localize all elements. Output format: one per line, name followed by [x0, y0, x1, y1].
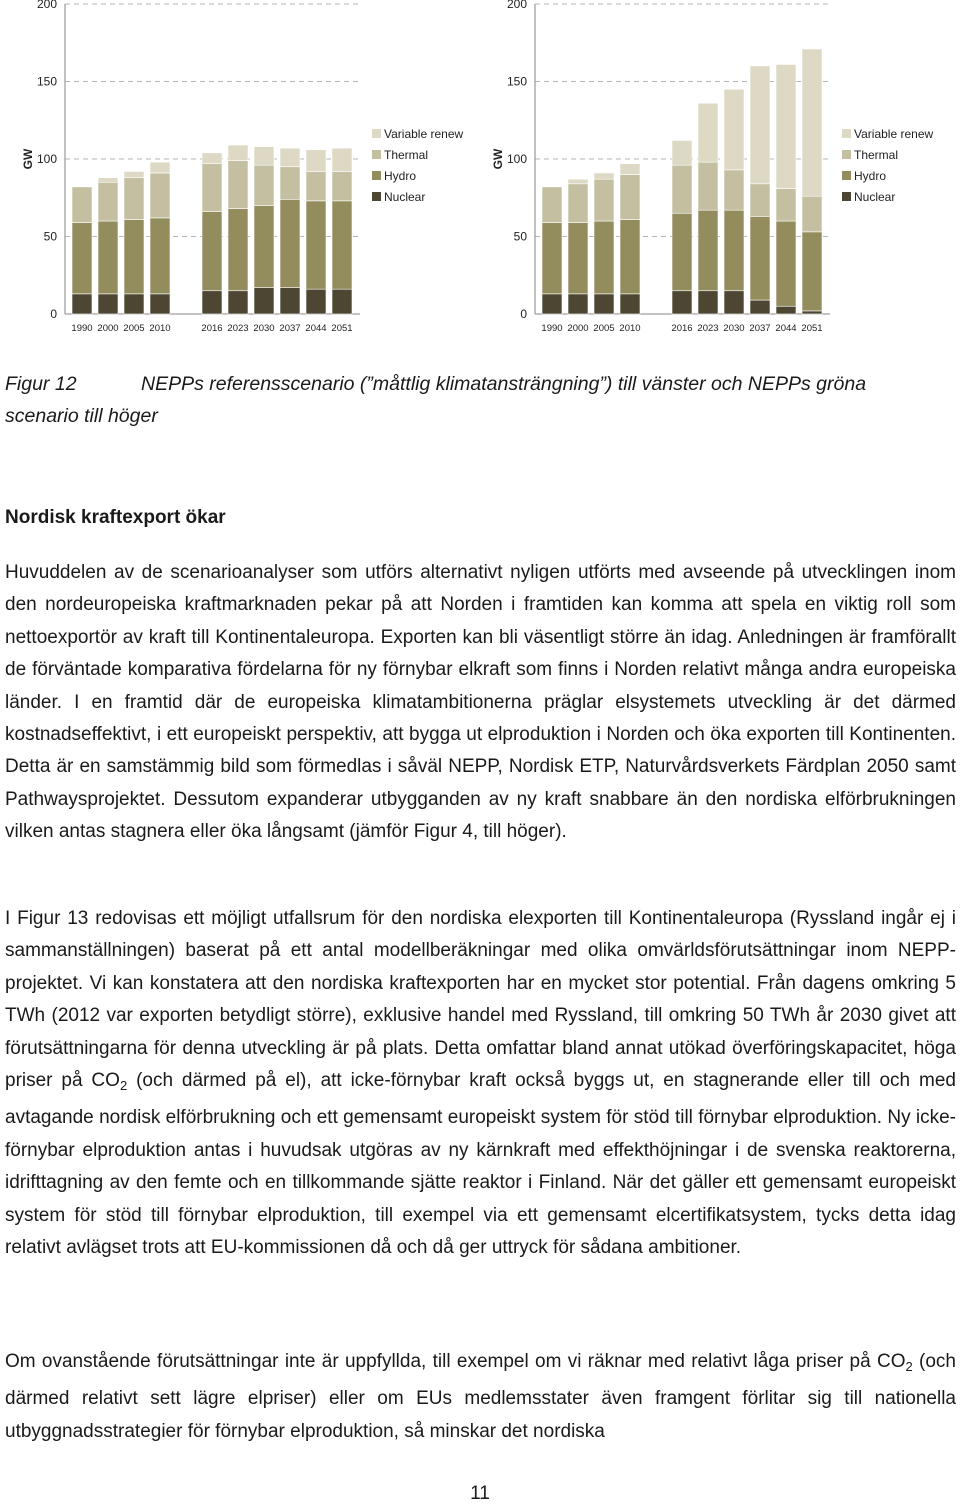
x-tick-label: 2016 — [201, 323, 223, 334]
x-tick-label: 2010 — [619, 323, 641, 334]
section-heading: Nordisk kraftexport ökar — [5, 507, 226, 528]
bar-hydro-2051 — [802, 232, 822, 311]
x-tick-label: 2000 — [97, 323, 119, 334]
x-tick-label: 2051 — [331, 323, 353, 334]
bar-hydro-2010 — [620, 219, 640, 293]
bar-hydro-2000 — [98, 221, 118, 294]
bar-variable-renew-2030 — [724, 89, 744, 170]
bar-thermal-2016 — [202, 164, 222, 212]
bar-variable-renew-2030 — [254, 147, 274, 166]
bar-variable-renew-2000 — [98, 178, 118, 183]
bar-variable-renew-2000 — [568, 179, 588, 184]
bar-thermal-2051 — [332, 171, 352, 200]
bar-hydro-2005 — [594, 221, 614, 294]
bar-thermal-2051 — [802, 196, 822, 232]
reference-scenario-chart — [0, 0, 480, 340]
legend-label: Thermal — [854, 148, 899, 162]
y-tick-label: 100 — [506, 152, 527, 166]
legend-label: Variable renew — [854, 127, 934, 141]
figure-caption — [5, 368, 955, 432]
x-tick-label: 2010 — [149, 323, 171, 334]
bar-variable-renew-2037 — [280, 148, 300, 167]
x-tick-label: 2005 — [123, 323, 145, 334]
figure-caption-line2: scenario till höger — [5, 405, 158, 427]
bar-hydro-2010 — [150, 218, 170, 294]
bar-nuclear-2023 — [228, 291, 248, 314]
x-tick-label: 2051 — [801, 323, 823, 334]
bar-nuclear-2000 — [98, 294, 118, 314]
bar-thermal-2037 — [280, 167, 300, 200]
x-tick-label: 2000 — [567, 323, 589, 334]
legend-label: Nuclear — [384, 190, 426, 204]
bar-hydro-2030 — [724, 210, 744, 291]
bar-hydro-2016 — [672, 213, 692, 291]
bar-hydro-2000 — [568, 223, 588, 294]
bar-hydro-2037 — [280, 199, 300, 287]
paragraph-conditions — [5, 1346, 956, 1448]
x-tick-label: 2044 — [305, 323, 327, 334]
legend-label: Variable renew — [384, 127, 464, 141]
y-tick-label: 150 — [36, 74, 57, 89]
legend-swatch — [842, 171, 851, 180]
bar-hydro-2051 — [332, 201, 352, 289]
paragraph3-part2: (och därmed relativt sett lägre elpriser) eller om EUs medlemsstater även framgent förlitar sig till nationella utbyggnadsstrategier för förnybar elproduktion, så minskar det nordiska — [5, 1351, 956, 1442]
figure-caption-line1: NEPPs referensscenario (”måttlig klimatansträngning”) till vänster och NEPPs gröna — [141, 373, 867, 395]
bar-thermal-2023 — [698, 162, 718, 210]
bar-variable-renew-2044 — [776, 64, 796, 188]
bar-nuclear-1990 — [542, 294, 562, 314]
legend-swatch — [372, 150, 381, 159]
bar-hydro-1990 — [72, 223, 92, 294]
bar-variable-renew-2037 — [750, 66, 770, 184]
bar-nuclear-2023 — [698, 291, 718, 314]
bar-nuclear-2051 — [332, 289, 352, 314]
bar-nuclear-2030 — [254, 288, 274, 314]
bar-nuclear-2044 — [306, 289, 326, 314]
legend-swatch — [842, 150, 851, 159]
bar-thermal-2000 — [568, 184, 588, 223]
x-tick-label: 2037 — [279, 323, 301, 334]
bar-thermal-2005 — [124, 178, 144, 220]
x-tick-label: 2037 — [749, 323, 771, 334]
bar-thermal-2023 — [228, 161, 248, 209]
bar-hydro-2044 — [306, 201, 326, 289]
bar-thermal-2037 — [750, 184, 770, 217]
x-tick-label: 2016 — [671, 323, 693, 334]
bar-thermal-1990 — [542, 187, 562, 223]
x-tick-label: 1990 — [71, 323, 93, 334]
legend-label: Hydro — [854, 169, 887, 183]
bar-hydro-2044 — [776, 221, 796, 306]
paragraph2-part2: (och därmed på el), att icke-förnybar kraft också byggs ut, en stagnerande eller till och med avtagande nordisk elförbrukning och ett gemensamt europeiskt system för stöd till förnybar elproduktion. Ny icke-förnybar elproduktion antas i huvudsak utgöras av ny kärnkraft med effekthöjningar i de svenska reaktorerna, idrifttagning av den femte och en tillkommande sjätte reaktor i Finland. När det gäller ett gemensamt europeiskt system för stöd till förnybar elproduktion, till exempel via ett gemensamt elcertifikatsystem, tycks detta idag relativt avlägset trots att EU-kommissionen då och då ger uttryck för sådana ambitioner. — [5, 1070, 956, 1259]
bar-thermal-2010 — [150, 173, 170, 218]
legend-swatch — [372, 192, 381, 201]
bar-nuclear-2044 — [776, 306, 796, 314]
bar-nuclear-2016 — [202, 291, 222, 314]
bar-hydro-2016 — [202, 212, 222, 291]
x-tick-label: 2044 — [775, 323, 797, 334]
bar-thermal-2000 — [98, 182, 118, 221]
bar-variable-renew-2005 — [594, 173, 614, 179]
legend-swatch — [842, 129, 851, 138]
paragraph2-part1: I Figur 13 redovisas ett möjligt utfallsrum för den nordiska elexporten till Kontinentaleuropa (Ryssland ingår ej i sammanställningen) baserat på ett antal modellberäkningar med olika omvärldsförutsättningar inom NEPP-projektet. Vi kan konstatera att den nordiska kraftexporten har en mycket stor potential. Från dagens omkring 5 TWh (2012 var exporten betydligt större), exklusive handel med Ryssland, till omkring 50 TWh år 2030 givet att förutsättningarna för denna utveckling är på plats. Detta omfattar bland annat utökad överföringskapacitet, höga priser på CO — [5, 908, 956, 1092]
bar-variable-renew-2016 — [672, 140, 692, 165]
bar-hydro-2023 — [698, 210, 718, 291]
bar-thermal-2030 — [724, 170, 744, 210]
bar-variable-renew-2051 — [332, 148, 352, 171]
y-tick-label: 200 — [506, 0, 527, 11]
bar-variable-renew-2016 — [202, 153, 222, 164]
bar-nuclear-2051 — [802, 311, 822, 314]
x-tick-label: 2023 — [697, 323, 719, 334]
y-axis-title: GW — [491, 148, 505, 170]
bar-nuclear-2010 — [150, 294, 170, 314]
bar-nuclear-1990 — [72, 294, 92, 314]
bar-variable-renew-2051 — [802, 49, 822, 196]
y-axis-title: GW — [21, 148, 35, 170]
bar-variable-renew-2005 — [124, 171, 144, 177]
y-tick-label: 50 — [513, 229, 527, 244]
y-tick-label: 200 — [36, 0, 57, 11]
green-scenario-chart — [470, 0, 960, 340]
y-tick-label: 150 — [506, 74, 527, 89]
bar-hydro-2030 — [254, 206, 274, 288]
legend-label: Hydro — [384, 169, 417, 183]
bar-nuclear-2037 — [750, 300, 770, 314]
y-tick-label: 0 — [520, 307, 527, 321]
co2-subscript: 2 — [119, 1078, 128, 1094]
bar-nuclear-2030 — [724, 291, 744, 314]
bar-nuclear-2016 — [672, 291, 692, 314]
bar-variable-renew-2010 — [150, 162, 170, 173]
legend-swatch — [372, 171, 381, 180]
x-tick-label: 1990 — [541, 323, 563, 334]
x-tick-label: 2030 — [253, 323, 275, 334]
figure-label: Figur 12 — [5, 373, 77, 395]
paragraph3-part1: Om ovanstående förutsättningar inte är uppfyllda, till exempel om vi räknar med relativt låga priser på CO — [5, 1351, 906, 1372]
legend-swatch — [842, 192, 851, 201]
bar-hydro-1990 — [542, 223, 562, 294]
bar-hydro-2023 — [228, 209, 248, 291]
bar-variable-renew-2023 — [698, 103, 718, 162]
y-tick-label: 50 — [43, 229, 57, 244]
bar-variable-renew-2023 — [228, 145, 248, 161]
bar-variable-renew-2044 — [306, 150, 326, 172]
bar-nuclear-2000 — [568, 294, 588, 314]
bar-thermal-2005 — [594, 179, 614, 221]
legend-label: Nuclear — [854, 190, 896, 204]
bar-thermal-2044 — [306, 171, 326, 200]
x-tick-label: 2023 — [227, 323, 249, 334]
bar-hydro-2005 — [124, 219, 144, 293]
y-tick-label: 100 — [36, 152, 57, 166]
x-tick-label: 2030 — [723, 323, 745, 334]
bar-hydro-2037 — [750, 216, 770, 300]
bar-thermal-2044 — [776, 188, 796, 221]
x-tick-label: 2005 — [593, 323, 615, 334]
paragraph-export-growth: Huvuddelen av de scenarioanalyser som utförs alternativt nyligen utförts med avseende på utvecklingen inom den nordeuropeiska kraftmarknaden pekar på att Norden i framtiden kan komma att spela en viktig roll som nettoexportör av kraft till Kontinentaleuropa. Exporten kan bli väsentligt större än idag. Anledningen är framförallt de förväntade komparativa fördelarna för ny förnybar elkraft som finns i Norden relativt många andra europeiska länder. I en framtid där de europeiska klimatambitionerna präglar elsystemets utveckling är det därmed kostnadseffektivt, i ett europeiskt perspektiv, att bygga ut elproduktion i Norden och öka exporten till Kontinenten. Detta är en samstämmig bild som förmedlas i såväl NEPP, Nordisk ETP, Naturvårdsverkets Färdplan 2050 samt Pathwaysprojektet. Dessutom expanderar utbygganden av ny kraft snabbare än den nordiska elförbrukningen vilken antas stagnera eller öka långsamt (jämför Figur 4, till höger). — [5, 562, 956, 843]
page-number: 11 — [470, 1483, 490, 1504]
bar-nuclear-2037 — [280, 288, 300, 314]
paragraph-figure-13 — [5, 903, 956, 1264]
bar-nuclear-2010 — [620, 294, 640, 314]
legend-swatch — [372, 129, 381, 138]
bar-nuclear-2005 — [594, 294, 614, 314]
legend-label: Thermal — [384, 148, 429, 162]
bar-thermal-2016 — [672, 165, 692, 213]
bar-thermal-2030 — [254, 165, 274, 205]
bar-thermal-1990 — [72, 187, 92, 223]
bar-thermal-2010 — [620, 175, 640, 220]
y-tick-label: 0 — [50, 307, 57, 321]
co2-subscript: 2 — [905, 1359, 913, 1374]
bar-variable-renew-2010 — [620, 164, 640, 175]
bar-nuclear-2005 — [124, 294, 144, 314]
